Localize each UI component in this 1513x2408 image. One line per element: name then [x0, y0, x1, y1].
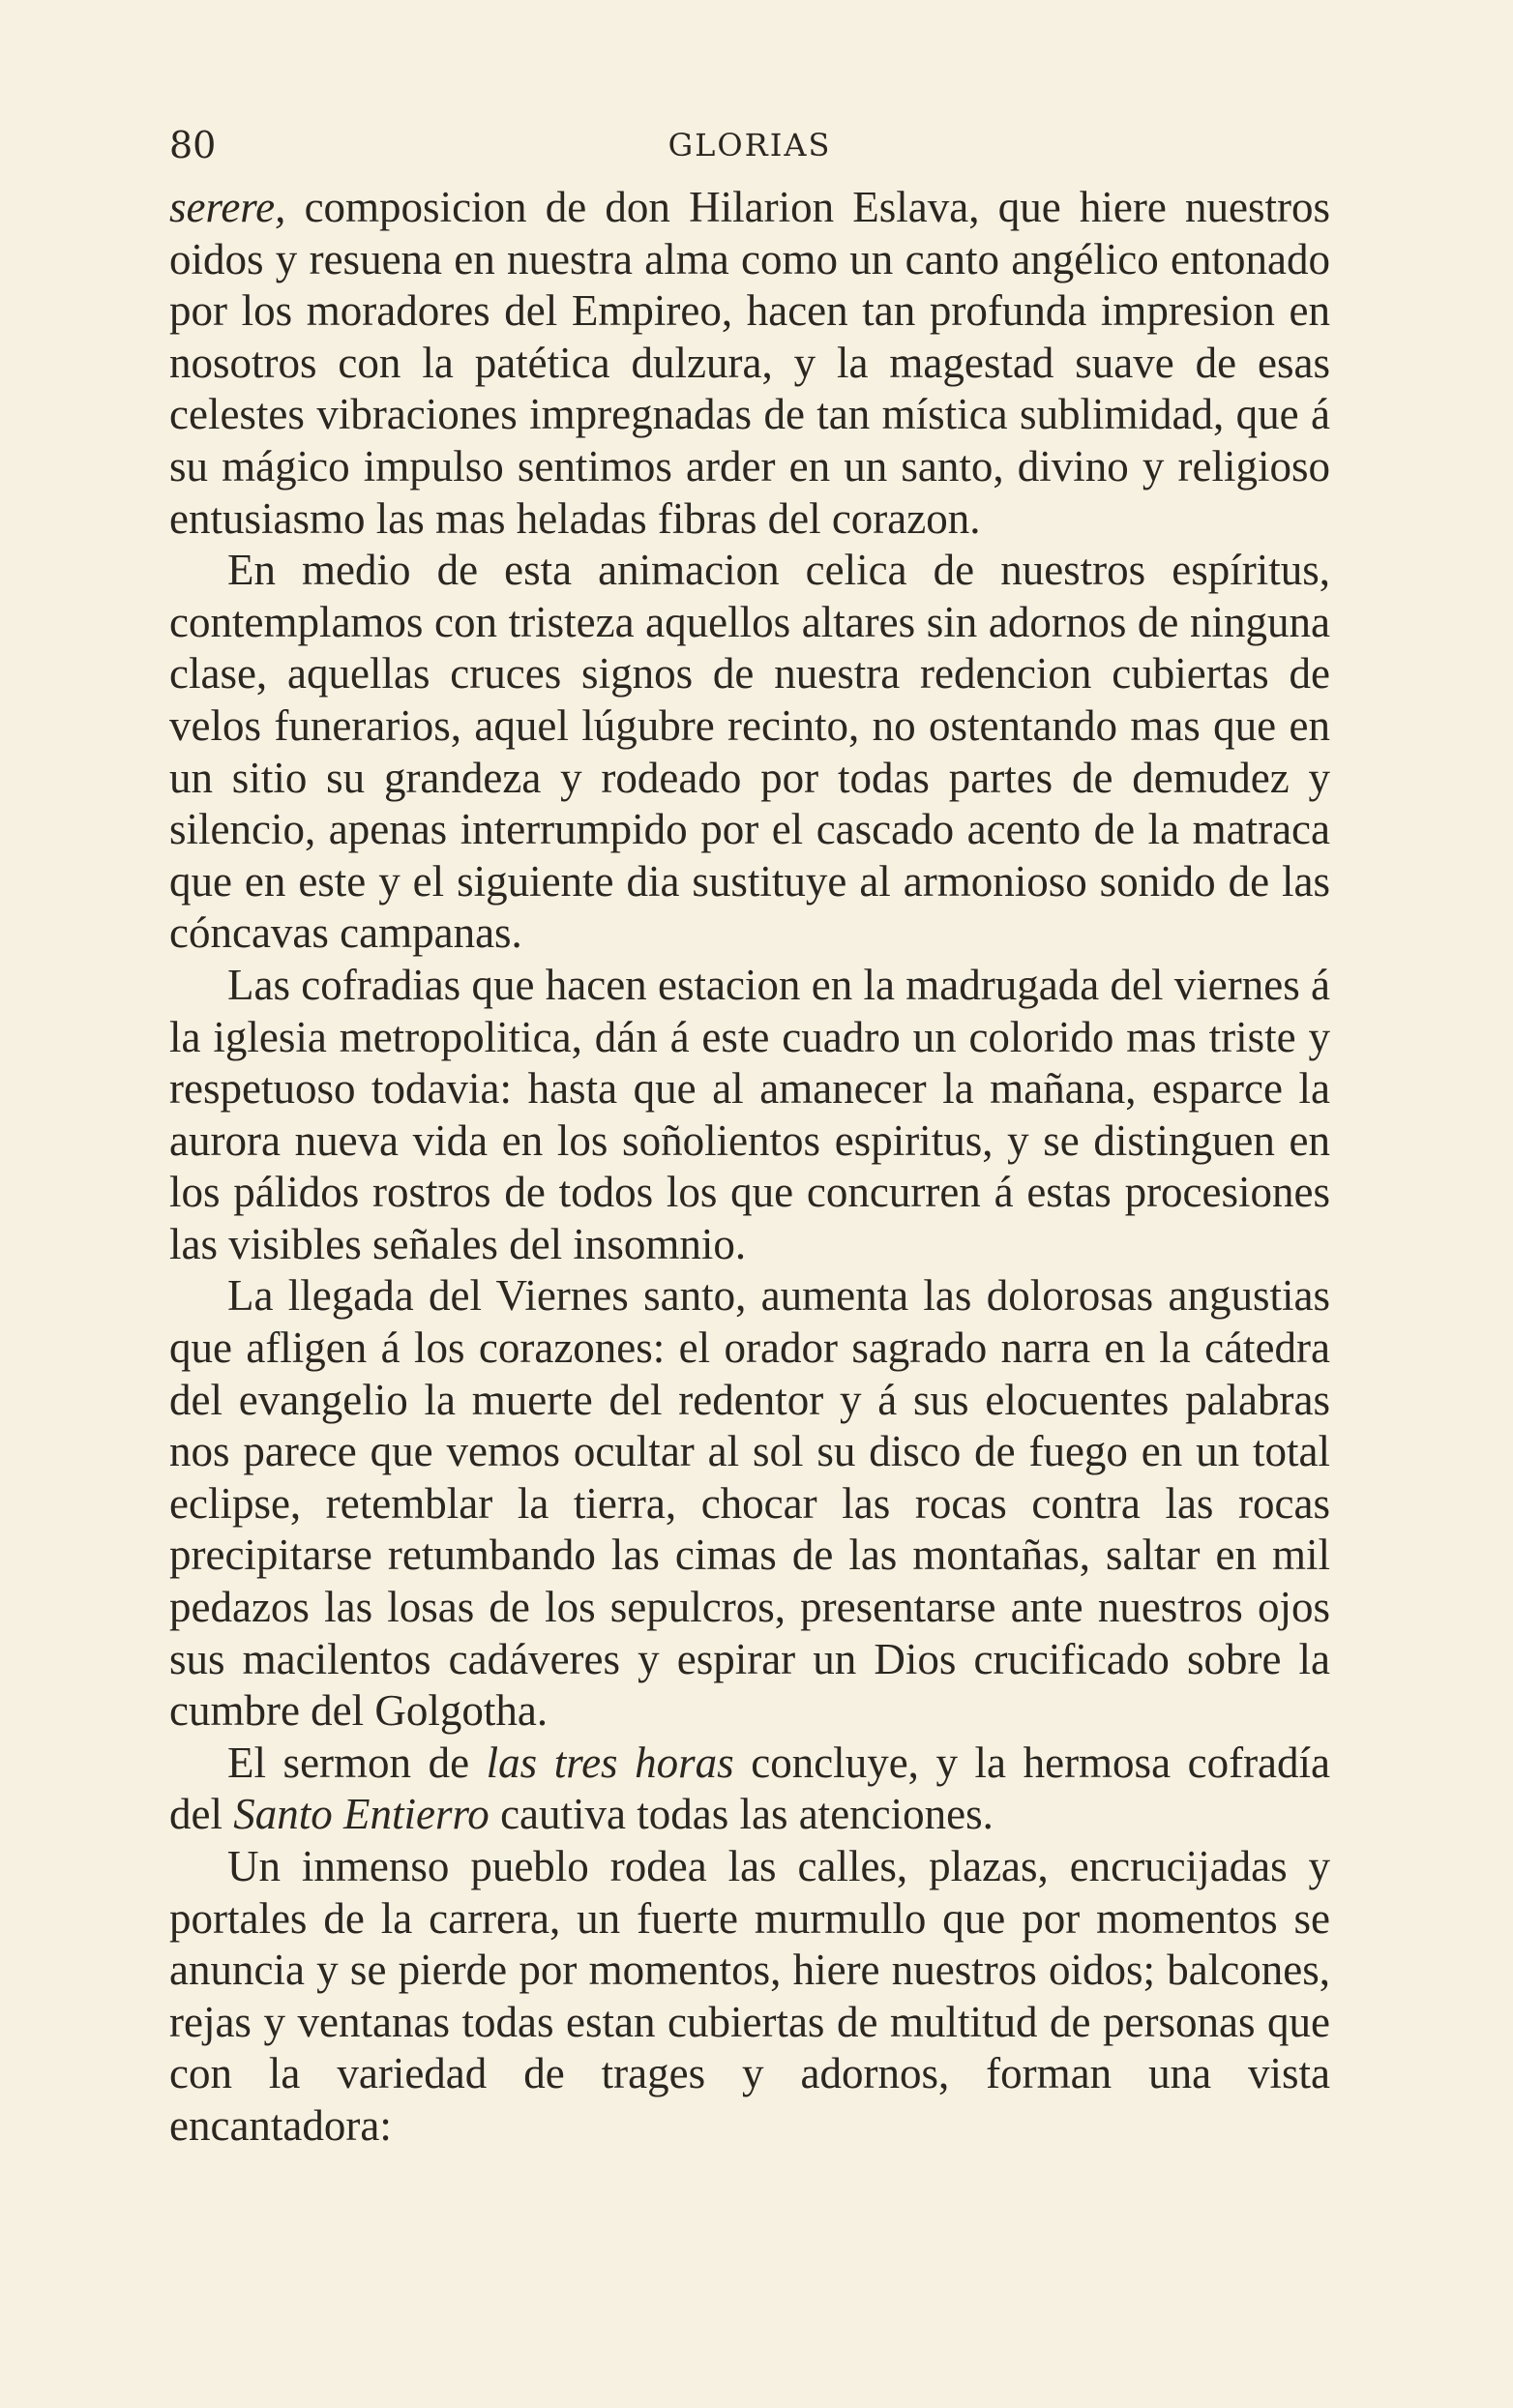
paragraph-3-text: Las cofradias que hacen estacion en la madrugada del viernes á la iglesia metropolitica, dán á este cuadro un colorido mas triste y respetuoso todavia: hasta que al amanecer la mañana, esparce la aurora nueva vida en los soñolientos espiritus, y se distinguen en los pálidos rostros de todos los que concurren á estas procesiones las visibles señales del insomnio. — [169, 960, 1330, 1268]
italic-title-2: Santo Entierro — [233, 1790, 490, 1839]
paragraph-6 — [169, 1841, 1330, 2153]
body-text — [169, 182, 1330, 2153]
paragraph-1-text: composicion de don Hilarion Eslava, que hiere nuestros oidos y resuena en nuestra alma como un canto angélico entonado por los moradores del Empireo, hacen tan profunda impresion en nosotros con la patética dulzura, y la magestad suave de esas celestes vibraciones impregnadas de tan mística sublimidad, que á su mágico impulso sentimos arder en un santo, divino y religioso entusiasmo las mas heladas fibras del corazon. — [169, 183, 1330, 543]
paragraph-2 — [169, 545, 1330, 960]
paragraph-4 — [169, 1270, 1330, 1737]
paragraph-6-text: Un inmenso pueblo rodea las calles, plazas, encrucijadas y portales de la carrera, un fuerte murmullo que por momentos se anuncia y se pierde por momentos, hiere nuestros oidos; balcones, rejas y ventanas todas estan cubiertas de multitud de personas que con la variedad de trages y adornos, forman una vista encantadora: — [169, 1842, 1330, 2150]
paragraph-5-text-after: cautiva todas las atenciones. — [489, 1790, 994, 1839]
paragraph-4-text: La llegada del Viernes santo, aumenta las dolorosas angustias que afligen á los corazones: el orador sagrado narra en la cátedra del evangelio la muerte del redentor y á sus elocuentes palabras nos parece que vemos ocultar al sol su disco de fuego en un total eclipse, retemblar la tierra, chocar las rocas contra las rocas precipitarse retumbando las cimas de las montañas, saltar en mil pedazos las losas de los sepulcros, presentarse ante nuestros ojos sus macilentos cadáveres y espirar un Dios crucificado sobre la cumbre del Golgotha. — [169, 1271, 1330, 1736]
page-number: 80 — [169, 124, 217, 166]
running-head: GLORIAS — [668, 127, 832, 164]
paragraph-5 — [169, 1738, 1330, 1841]
paragraph-5-text-middle: concluye, y la hermosa cofradía del — [169, 1738, 1331, 1839]
italic-title-1: las tres horas — [486, 1738, 734, 1787]
paragraph-3 — [169, 960, 1330, 1271]
page-header — [169, 116, 1330, 174]
paragraph-1 — [169, 182, 1330, 545]
paragraph-5-text-before: El sermon de — [227, 1738, 487, 1787]
paragraph-2-text: En medio de esta animacion celica de nuestros espíritus, contemplamos con tristeza aquellos altares sin adornos de ninguna clase, aquellas cruces signos de nuestra redencion cubiertas de velos funerarios, aquel lúgubre recinto, no ostentando mas que en un sitio su grandeza y rodeado por todas partes de demudez y silencio, apenas interrumpido por el cascado acento de la matraca que en este y el siguiente dia sustituye al armonioso sonido de las cóncavas campanas. — [169, 546, 1330, 958]
italic-word: serere, — [169, 183, 286, 231]
